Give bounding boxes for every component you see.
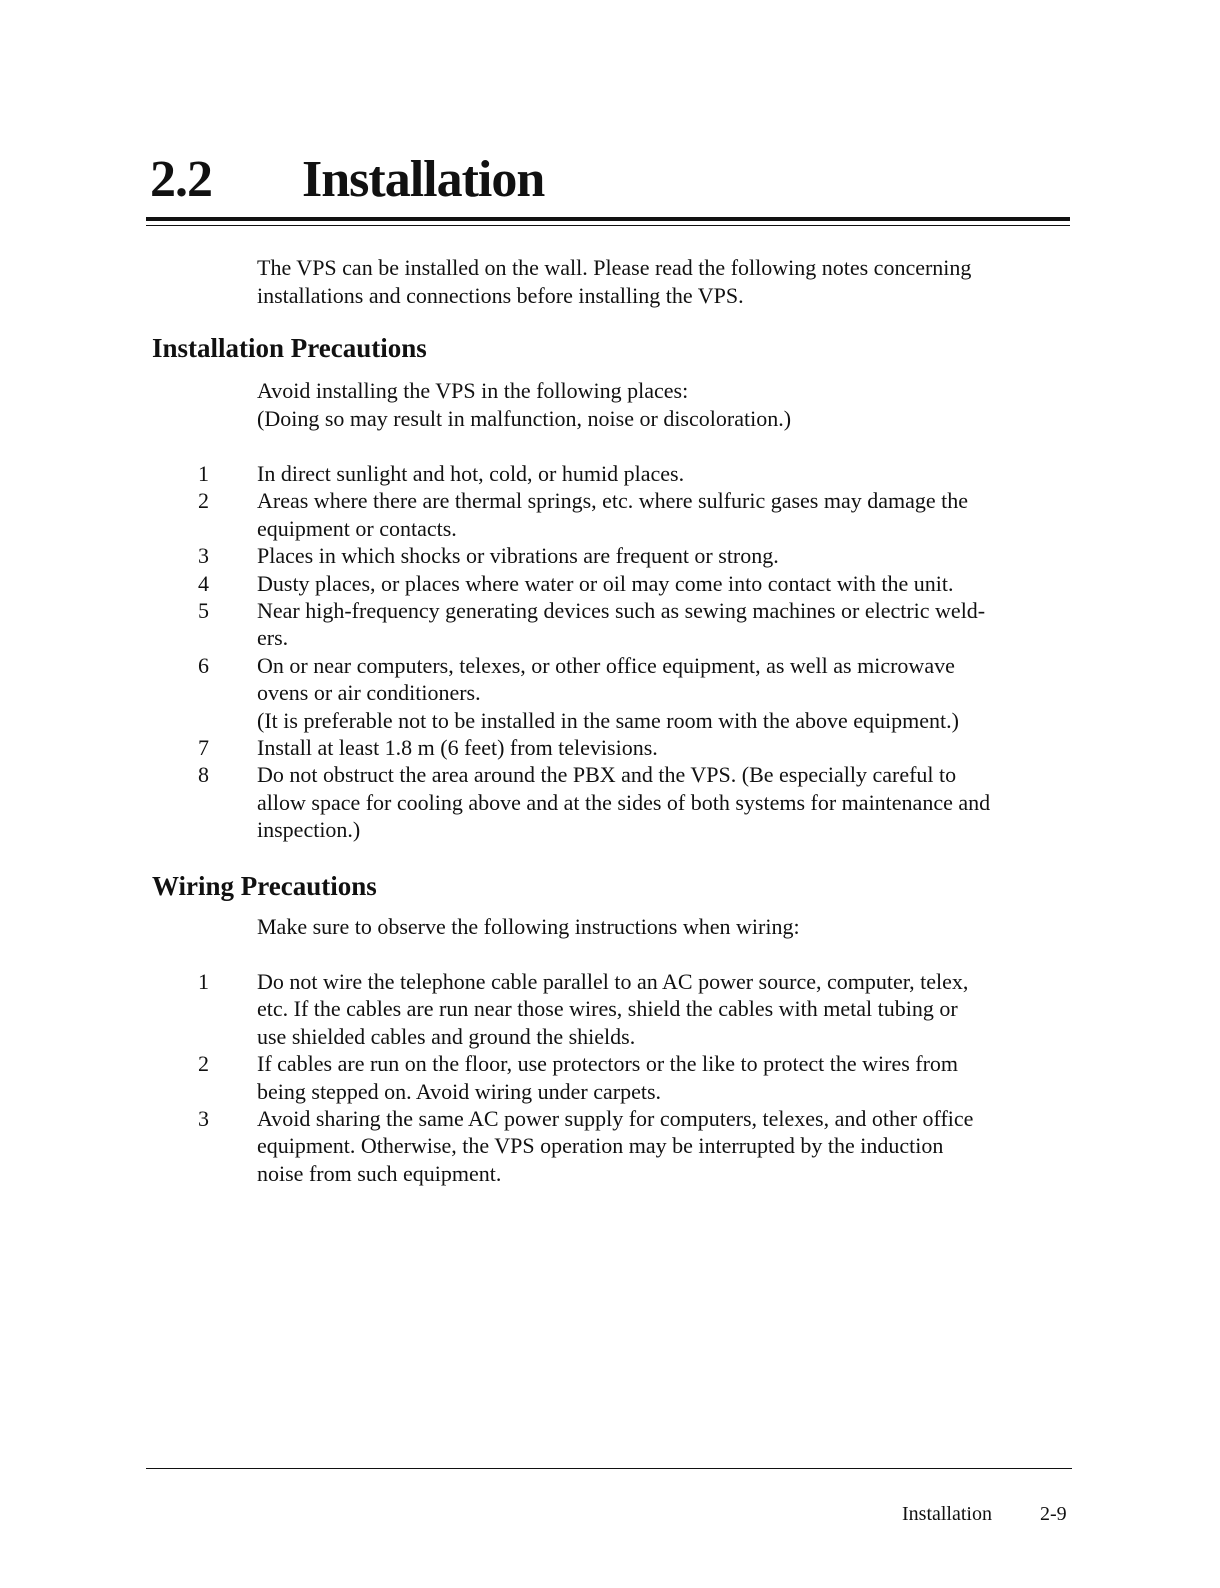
list-item [198,597,1070,652]
list-item-text: inspection.) [257,817,361,843]
list-item-number: 1 [198,969,209,994]
list-item [198,734,1070,761]
list-item [198,1105,1070,1187]
list-item-text: On or near computers, telexes, or other office equipment, as well as microwave [257,652,955,678]
list-item-text: Do not wire the telephone cable parallel to an AC power source, computer, telex, [257,969,969,994]
list-item-text: ers. [257,625,289,651]
wiring-precautions-intro [257,913,1069,941]
wiring-precautions-list [198,968,1070,1187]
wiring-precautions-heading: Wiring Precautions [152,871,377,901]
footer-rule [146,1468,1072,1469]
list-item-number: 2 [198,1051,209,1077]
list-item-text: noise from such equipment. [257,1160,502,1186]
list-item-number: 8 [198,762,209,788]
intro-line: Make sure to observe the following instructions when wiring: [257,914,800,939]
list-item [198,460,1070,487]
list-item-text: Places in which shocks or vibrations are frequent or strong. [257,543,779,569]
page-number: 2-9 [1040,1503,1067,1525]
title-rule-thick [146,217,1070,221]
list-item-text: use shielded cables and ground the shields. [257,1023,636,1049]
list-item-text: In direct sunlight and hot, cold, or humid places. [257,461,685,486]
list-item-text: Dusty places, or places where water or oil may come into contact with the unit. [257,570,954,596]
list-item-text: If cables are run on the floor, use protectors or the like to protect the wires from [257,1051,959,1077]
list-item-number: 3 [198,1106,209,1132]
list-item-text: Areas where there are thermal springs, etc. where sulfuric gases may damage the [257,488,969,514]
list-item-number: 5 [198,598,209,624]
title-rule-thin [146,225,1070,226]
list-item-number: 7 [198,735,209,761]
intro-line: Avoid installing the VPS in the following places: [257,378,689,403]
list-item-text: equipment or contacts. [257,515,457,541]
intro-line: The VPS can be installed on the wall. Please read the following notes concerning [257,255,972,280]
installation-precautions-intro [257,377,1069,433]
list-item-number: 2 [198,488,209,514]
intro-paragraph [257,254,1069,310]
list-item-text: equipment. Otherwise, the VPS operation may be interrupted by the induction [257,1133,944,1159]
list-item-text: ovens or air conditioners. [257,680,481,706]
section-number: 2.2 [150,151,212,208]
list-item [198,570,1070,597]
list-item-text: allow space for cooling above and at the sides of both systems for maintenance and [257,789,991,815]
installation-precautions-heading: Installation Precautions [152,333,427,363]
list-item-number: 4 [198,570,209,596]
list-item-text: being stepped on. Avoid wiring under carpets. [257,1078,662,1104]
list-item [198,487,1070,542]
intro-line: (Doing so may result in malfunction, noise or discoloration.) [257,406,792,431]
list-item-text: Near high-frequency generating devices such as sewing machines or electric weld- [257,598,986,624]
installation-precautions-list [198,460,1070,844]
list-item-text: Do not obstruct the area around the PBX and the VPS. (Be especially careful to [257,762,957,788]
list-item-text: etc. If the cables are run near those wires, shield the cables with metal tubing or [257,996,958,1022]
list-item [198,761,1070,843]
list-item-text: Install at least 1.8 m (6 feet) from televisions. [257,735,658,761]
page-title: Installation [302,151,545,208]
list-item [198,652,1070,734]
list-item-number: 1 [198,461,209,486]
intro-line: installations and connections before installing the VPS. [257,283,744,308]
list-item-number: 3 [198,543,209,569]
list-item-number: 6 [198,652,209,678]
list-item [198,542,1070,569]
list-item-text: (It is preferable not to be installed in the same room with the above equipment.) [257,707,959,733]
list-item [198,968,1070,1050]
list-item-text: Avoid sharing the same AC power supply for computers, telexes, and other office [257,1106,974,1132]
footer-label: Installation [902,1503,992,1525]
list-item [198,1050,1070,1105]
